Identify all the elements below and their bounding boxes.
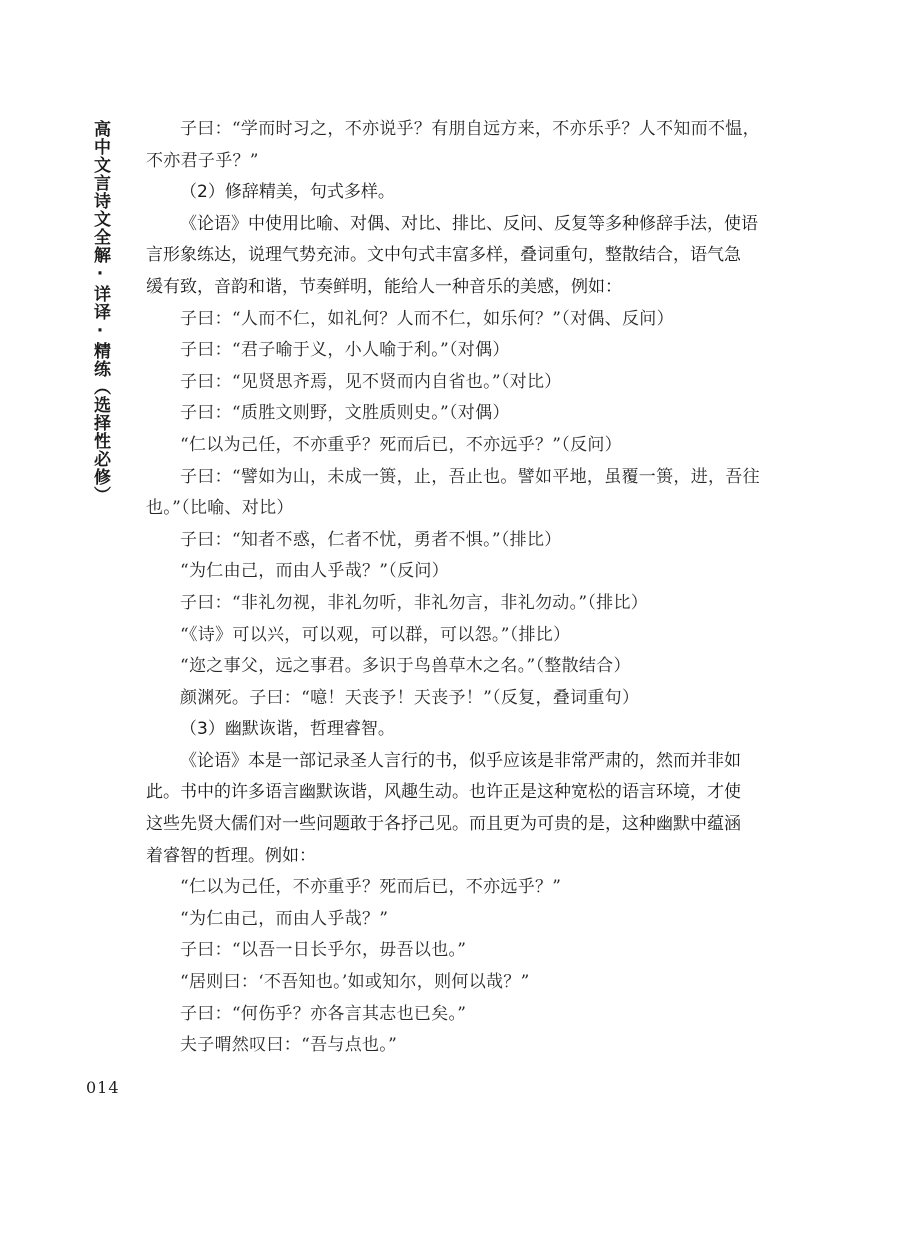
- section-heading: （3）幽默诙谐，哲理睿智。: [180, 719, 395, 740]
- example-line: 子曰：“人而不仁，如礼何？人而不仁，如乐何？”（对偶、反问）: [180, 308, 674, 329]
- example-line: 子曰：“君子喻于义，小人喻于利。”（对偶）: [180, 340, 510, 361]
- example-line: 子曰：“非礼勿视，非礼勿听，非礼勿言，非礼勿动。”（排比）: [180, 592, 649, 613]
- text-line-prose: 着睿智的哲理。例如：: [146, 845, 316, 866]
- section-heading: （2）修辞精美，句式多样。: [180, 182, 395, 203]
- text-line-prose: 缓有致，音韵和谐，节奏鲜明，能给人一种音乐的美感，例如：: [146, 276, 622, 297]
- example-line: 子曰：“以吾一日长乎尔，毋吾以也。”: [180, 940, 467, 961]
- text-line-prose: 《论语》中使用比喻、对偶、对比、排比、反问、反复等多种修辞手法，使语: [180, 213, 758, 234]
- text-line-prose: 此。书中的许多语言幽默诙谐，风趣生动。也许正是这种宽松的语言环境，才使: [146, 782, 741, 803]
- example-line: 子曰：“质胜文则野，文胜质则史。”（对偶）: [180, 403, 510, 424]
- text-line-quote: 不亦君子乎？”: [146, 150, 259, 171]
- text-line-quote: 子曰：“学而时习之，不亦说乎？有朋自远方来，不亦乐乎？人不知而不愠，: [180, 119, 760, 139]
- example-line: 子曰：“见贤思齐焉，见不贤而内自省也。”（对比）: [180, 371, 562, 392]
- example-line: “为仁由己，而由人乎哉？”（反问）: [180, 561, 449, 582]
- text-line-prose: 言形象练达，说理气势充沛。文中句式丰富多样，叠词重句，整散结合，语气急: [146, 245, 741, 266]
- example-line: 子曰：“何伤乎？亦各言其志也已矣。”: [180, 1003, 467, 1024]
- example-line: “仁以为己任，不亦重乎？死而后已，不亦远乎？”: [180, 877, 562, 898]
- example-line: “仁以为己任，不亦重乎？死而后已，不亦远乎？”（反问）: [180, 434, 622, 455]
- example-line: “居则曰：‘不吾知也。’如或知尔，则何以哉？”: [180, 972, 530, 993]
- text-line-prose: 《论语》本是一部记录圣人言行的书，似乎应该是非常严肃的，然而并非如: [180, 750, 741, 771]
- page-body: [146, 114, 774, 1062]
- example-line: 夫子喟然叹曰：“吾与点也。”: [180, 1035, 398, 1056]
- example-line: 子曰：“譬如为山，未成一篑，止，吾止也。譬如平地，虽覆一篑，进，吾往: [180, 466, 760, 487]
- example-line: “《诗》可以兴，可以观，可以群，可以怨。”（排比）: [180, 624, 571, 645]
- example-line: 也。”（比喻、对比）: [146, 498, 294, 519]
- page-number: 014: [86, 1078, 120, 1097]
- text-line-prose: 这些先贤大儒们对一些问题敢于各抒己见。而且更为可贵的是，这种幽默中蕴涵: [146, 814, 741, 835]
- example-line: 颜渊死。子曰：“噫！天丧予！天丧予！”（反复，叠词重句）: [180, 687, 640, 708]
- book-title-vertical: 高中文言诗文全解·详译·精练（选择性必修）: [90, 120, 110, 504]
- example-line: “为仁由己，而由人乎哉？”: [180, 908, 389, 929]
- example-line: “迩之事父，远之事君。多识于鸟兽草木之名。”（整散结合）: [180, 656, 631, 677]
- example-line: 子曰：“知者不惑，仁者不忧，勇者不惧。”（排比）: [180, 529, 562, 550]
